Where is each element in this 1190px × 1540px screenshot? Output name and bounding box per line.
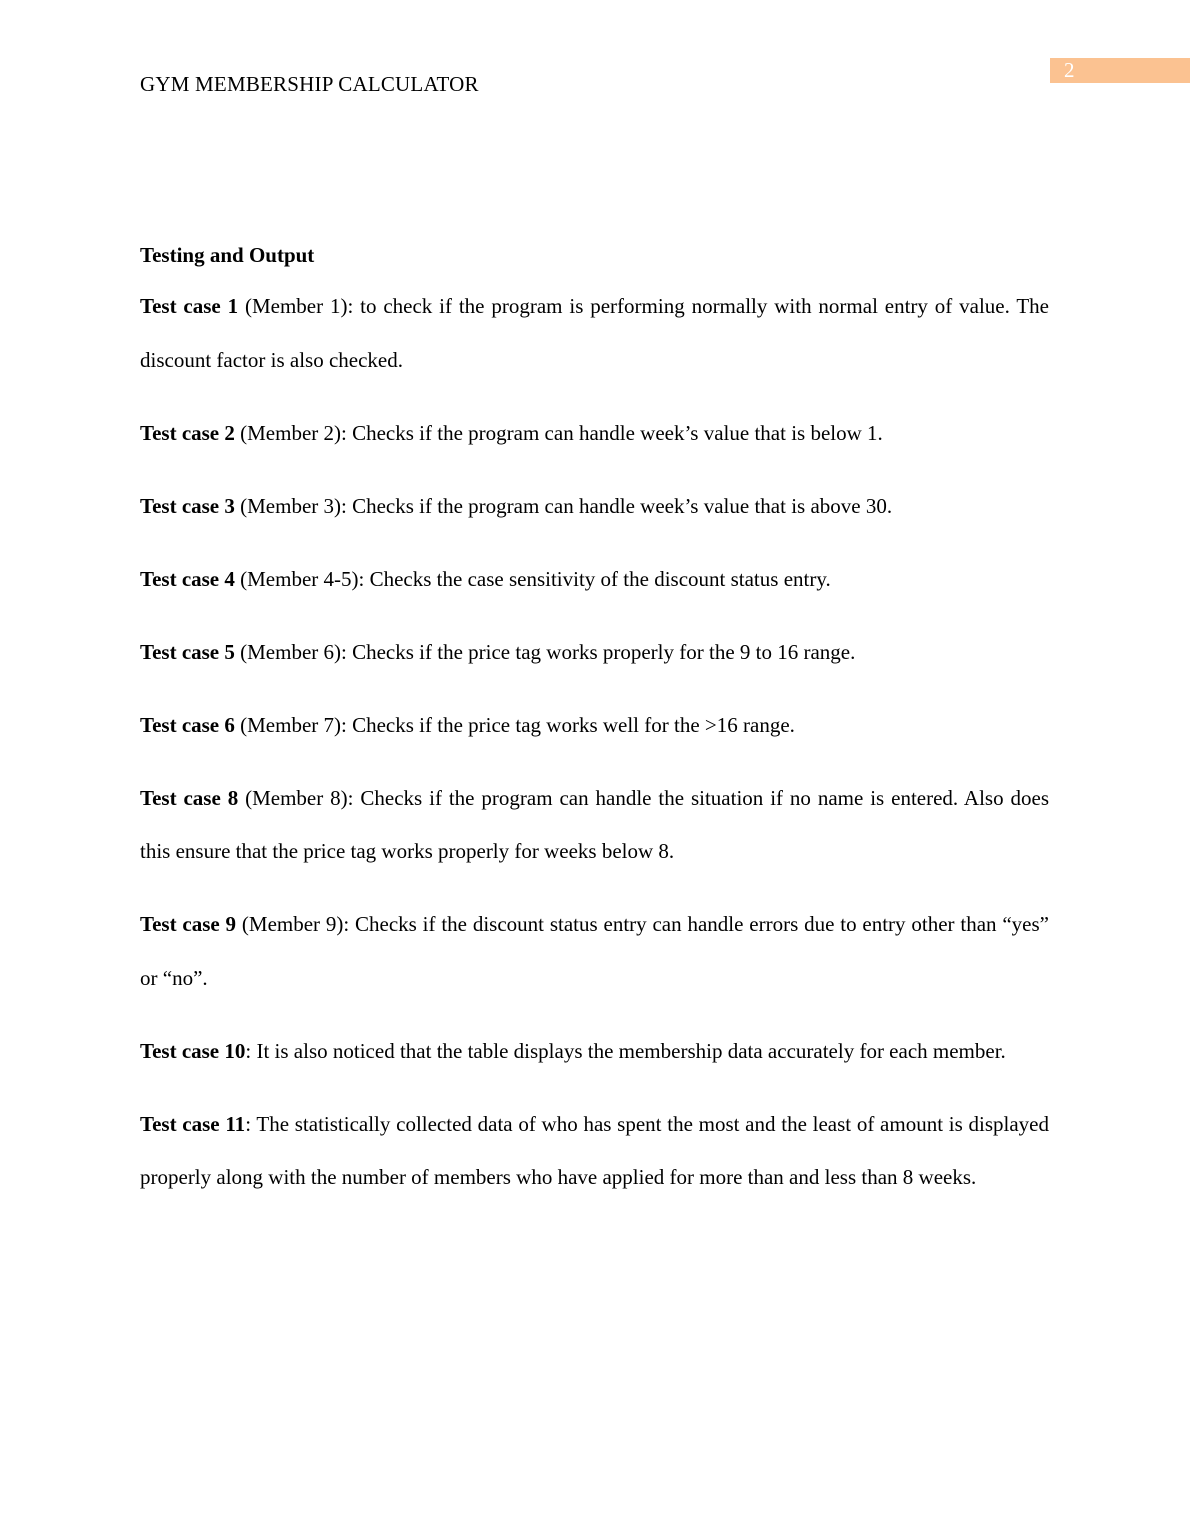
test-case-paragraph xyxy=(140,898,1049,1005)
test-case-paragraph xyxy=(140,699,1049,753)
test-case-label: Test case 11 xyxy=(140,1111,246,1136)
test-case-label: Test case 2 xyxy=(140,420,235,445)
test-case-label: Test case 8 xyxy=(140,785,239,810)
test-case-text: : It is also noticed that the table displays the membership data accurately for each member. xyxy=(245,1038,1006,1063)
section-heading: Testing and Output xyxy=(140,243,315,267)
test-case-text: (Member 3): Checks if the program can handle week’s value that is above 30. xyxy=(234,493,893,518)
test-case-text: : The statistically collected data of who has spent the most and the least of amount is displayed properly along with the number of members who have applied for more than and less than 8 weeks. xyxy=(140,1111,1049,1189)
test-case-text: (Member 7): Checks if the price tag works well for the >16 range. xyxy=(234,712,795,737)
running-head: GYM MEMBERSHIP CALCULATOR xyxy=(140,72,479,96)
test-case-paragraph xyxy=(140,407,1049,461)
test-case-text: (Member 2): Checks if the program can handle week’s value that is below 1. xyxy=(234,420,883,445)
test-case-paragraph xyxy=(140,626,1049,680)
page-number-badge xyxy=(1050,58,1190,83)
test-case-label: Test case 5 xyxy=(140,639,235,664)
test-case-label: Test case 10 xyxy=(140,1038,246,1063)
test-case-paragraph xyxy=(140,553,1049,607)
test-case-paragraph xyxy=(140,1098,1049,1205)
test-case-paragraph xyxy=(140,1025,1049,1079)
test-case-paragraph xyxy=(140,480,1049,534)
test-case-text: (Member 9): Checks if the discount status entry can handle errors due to entry other than “yes” or “no”. xyxy=(140,912,1049,990)
test-case-text: (Member 4-5): Checks the case sensitivity of the discount status entry. xyxy=(234,566,831,591)
test-case-paragraph xyxy=(140,772,1049,879)
test-case-text: (Member 6): Checks if the price tag works properly for the 9 to 16 range. xyxy=(234,639,856,664)
test-case-label: Test case 4 xyxy=(140,566,235,591)
test-case-label: Test case 9 xyxy=(140,912,237,936)
test-case-label: Test case 1 xyxy=(140,294,239,318)
test-case-paragraph xyxy=(140,280,1049,387)
test-case-text: (Member 1): to check if the program is performing normally with normal entry of value. The discount factor is also checked. xyxy=(140,294,1049,372)
page-number: 2 xyxy=(1064,58,1075,82)
test-case-label: Test case 3 xyxy=(140,493,235,518)
test-case-label: Test case 6 xyxy=(140,712,235,737)
document-body xyxy=(140,240,1049,1236)
test-case-text: (Member 8): Checks if the program can handle the situation if no name is entered. Also does this ensure that the price tag works properly for weeks below 8. xyxy=(140,785,1049,863)
